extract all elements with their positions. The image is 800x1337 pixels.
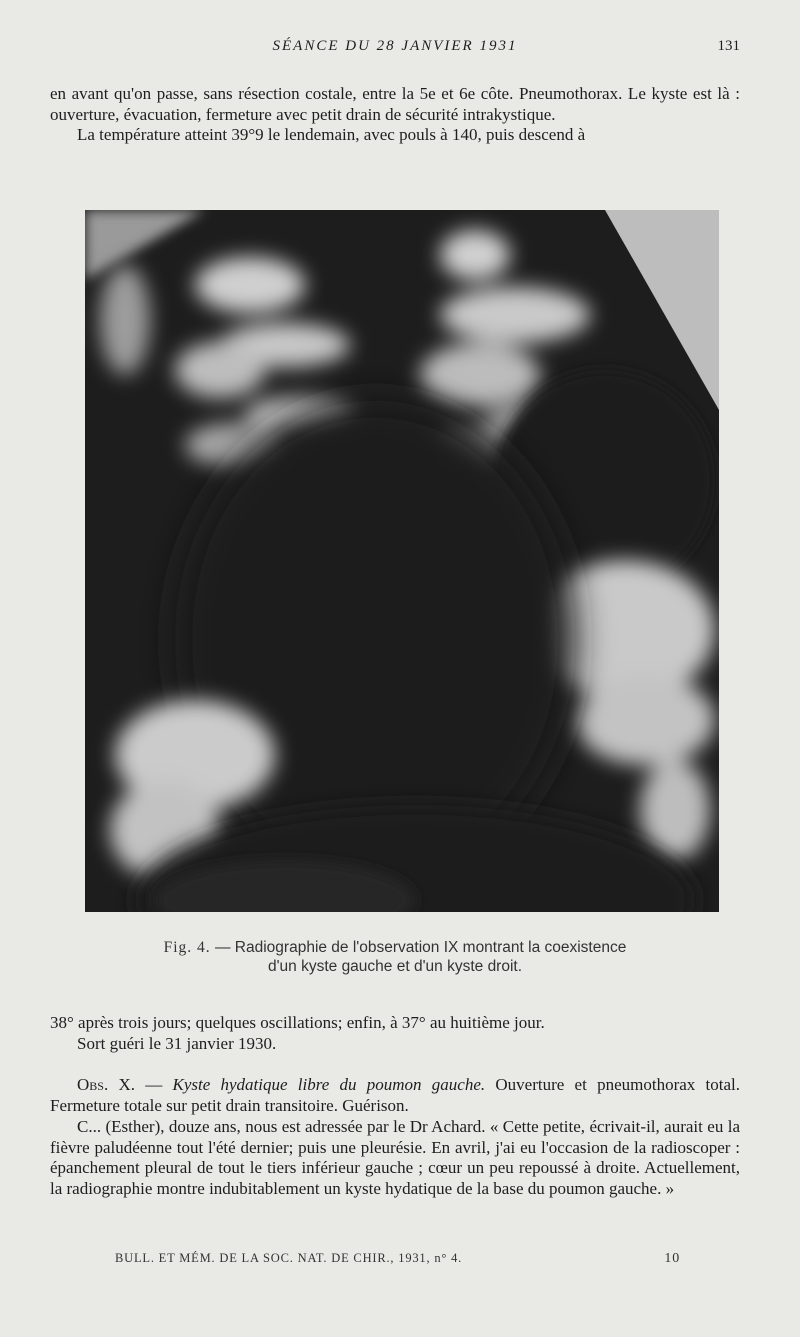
running-header (50, 38, 740, 62)
observation-text: Ouverture et pneumothorax total. Fermeture totale sur petit drain transitoire. Guérison. (50, 1075, 740, 1116)
dash: — (134, 1075, 173, 1095)
observation-title: Kyste hydatique libre du poumon gauche. (172, 1075, 486, 1095)
paragraph: en avant qu'on passe, sans résection costale, entre la 5e et 6e côte. Pneumothorax. Le kyste est là : ouverture, évacuation, fermeture avec petit drain de sécurité intrakystique. (50, 84, 740, 124)
caption-line-2: d'un kyste gauche et d'un kyste droit. (267, 958, 523, 975)
caption-text: — Radiographie de l'observation IX montrant la coexistence (210, 939, 627, 956)
paragraph: C... (Esther), douze ans, nous est adressée par le Dr Achard. « Cette petite, écrivait-il, aurait eu la fièvre paludéenne tout l'été dernier; puis une pleurésie. En avril, j'ai eu l'occasion de la radioscoper : épanchement pleural de tout le tiers inférieur gauche ; cœur un peu repoussé à droite. Actuellement, la radiographie montre indubitablement un kyste hydatique de la base du poumon gauche. » (50, 1116, 740, 1198)
top-text-block (50, 84, 740, 146)
page-number: 131 (717, 38, 740, 54)
paragraph: Sort guéri le 31 janvier 1930. (77, 1033, 277, 1053)
chest-radiograph-image (85, 210, 719, 912)
footer (115, 1251, 680, 1271)
spacer (50, 1054, 740, 1075)
observation-label: Obs. X. (77, 1075, 135, 1095)
paragraph: 38° après trois jours; quelques oscillations; enfin, à 37° au huitième jour. (50, 1013, 545, 1032)
caption-line-1 (60, 938, 730, 957)
journal-reference: BULL. ET MÉM. DE LA SOC. NAT. DE CHIR., 1931, n° 4. (115, 1251, 463, 1265)
sheet-number: 10 (664, 1251, 680, 1266)
radiograph-figure (85, 210, 719, 912)
bottom-text-block (50, 1013, 740, 1200)
running-title: SÉANCE DU 28 JANVIER 1931 (272, 38, 518, 54)
observation-paragraph (50, 1075, 740, 1116)
paragraph: La température atteint 39°9 le lendemain, avec pouls à 140, puis descend à (77, 125, 586, 145)
figure-caption (60, 938, 730, 976)
caption-label: Fig. 4. (163, 939, 211, 956)
